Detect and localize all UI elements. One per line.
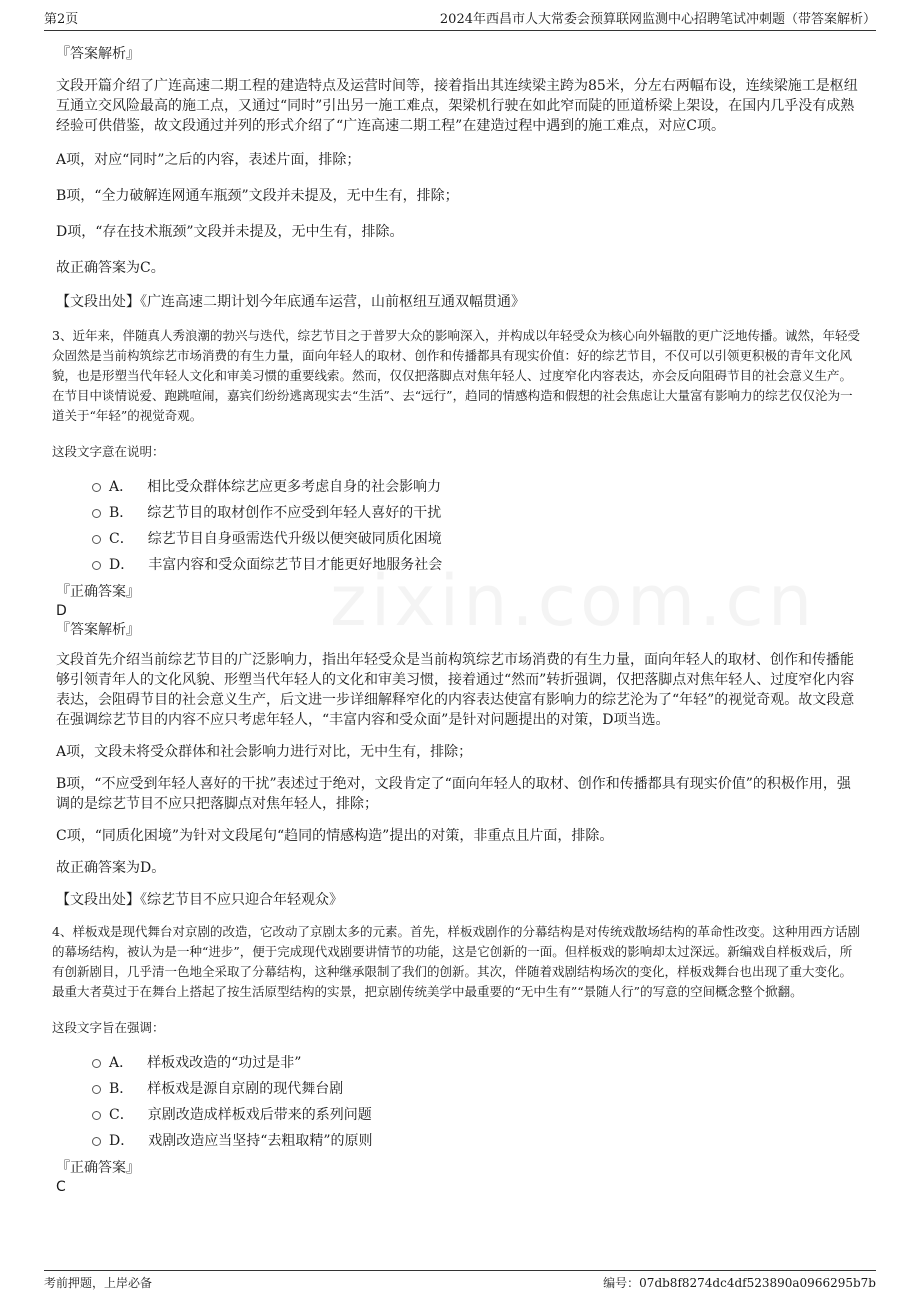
option-text: 戏剧改造应当坚持“去粗取精”的原则: [148, 1133, 373, 1149]
option-letter: A．: [109, 479, 134, 495]
q2-analysis-text: 文段开篇介绍了广连高速二期工程的建造特点及运营时间等，接着指出其连续梁主跨为85米，分左右两幅布设，连续梁施工是枢纽互通立交风险最高的施工点，又通过“同时”引出另一施工难点，架梁机行驶在如此窄而陡的匝道桥梁上架设，在国内几乎没有成熟经验可供借鉴，故文段通过并列的形式介绍了“广连高速二期工程”在建造过程中遇到的施工难点，对应C项。: [56, 78, 858, 134]
q2-conclusion: 故正确答案为C。: [56, 260, 165, 276]
q3-analysis-label: 『答案解析』: [56, 622, 140, 638]
q4-stem: 4、样板戏是现代舞台对京剧的改造，它改动了京剧太多的元素。首先，样板戏剧作的分幕结构是对传统戏散场结构的革命性改变。这种用西方话剧的幕场结构，被认为是一种“进步”，便于完成现代戏剧要讲情节的功能，这是它创新的一面。但样板戏的影响却太过深远。新编戏自样板戏后，所有创新剧目，几乎清一色地全采取了分幕结构，这种继承限制了我们的创新。其次，伴随着戏剧结构场次的变化，样板戏舞台也出现了重大变化。最重大者莫过于在舞台上搭起了按生活原型结构的实景，把京剧传统美学中最重要的“无中生有”“景随人行”的写意的空间概念整个掀翻。: [52, 924, 860, 999]
radio-icon[interactable]: [92, 1085, 101, 1094]
option-text: 样板戏是源自京剧的现代舞台剧: [147, 1081, 344, 1097]
q3-option-a[interactable]: [92, 474, 864, 500]
q4-prompt: 这段文字旨在强调：: [52, 1020, 165, 1035]
option-letter: D．: [109, 557, 135, 573]
q3-analysis-text: 文段首先介绍当前综艺节目的广泛影响力，指出年轻受众是当前构筑综艺市场消费的有生力量，面向年轻人的取材、创作和传播能够引领青年人的文化风貌、形塑当代年轻人的文化和审美习惯，接着通过“然而”转折强调，仅把落脚点对焦年轻人、过度窄化内容表达，会阻碍节目的社会意义生产，后文进一步详细解释窄化的内容表达使富有影响力的综艺沦为了“年轻”的视觉奇观。故文段意在强调综艺节目的内容不应只考虑年轻人，“丰富内容和受众面”是针对问题提出的对策，D项当选。: [56, 652, 855, 728]
option-text: 样板戏改造的“功过是非”: [147, 1055, 302, 1071]
option-letter: D．: [109, 1133, 135, 1149]
q3-option-c[interactable]: [92, 526, 864, 552]
option-text: 丰富内容和受众面综艺节目才能更好地服务社会: [148, 557, 443, 573]
footer-id: 编号：07db8f8274dc4df523890a0966295b7b: [603, 1276, 876, 1290]
q4-options: [56, 1050, 864, 1154]
page-number: 第2页: [44, 12, 79, 27]
option-letter: B．: [109, 1081, 134, 1097]
q4-option-a[interactable]: [92, 1050, 864, 1076]
document-title: 2024年西昌市人大常委会预算联网监测中心招聘笔试冲刺题（带答案解析）: [439, 12, 876, 27]
option-text: 京剧改造成样板戏后带来的系列问题: [147, 1107, 372, 1123]
q3-answer-label: 『正确答案』: [56, 584, 140, 600]
q2-analysis-label: 『答案解析』: [56, 46, 140, 62]
document-body: [52, 44, 864, 1196]
q4-answer: C: [56, 1179, 66, 1195]
q3-b-line: B项，“不应受到年轻人喜好的干扰”表述过于绝对，文段肯定了“面向年轻人的取材、创作和传播都具有现实价值”的积极作用，强调的是综艺节目不应只把落脚点对焦年轻人，排除；: [56, 776, 851, 812]
radio-icon[interactable]: [92, 483, 101, 492]
q3-source: 【文段出处】《综艺节目不应只迎合年轻观众》: [56, 892, 343, 908]
radio-icon[interactable]: [92, 535, 101, 544]
option-letter: C．: [109, 1107, 134, 1123]
radio-icon[interactable]: [92, 1059, 101, 1068]
q3-stem: 3、近年来，伴随真人秀浪潮的勃兴与迭代，综艺节目之于普罗大众的影响深入，并构成以年轻受众为核心向外辐散的更广泛地传播。诚然，年轻受众固然是当前构筑综艺市场消费的有生力量，面向年轻人的取材、创作和传播都具有现实价值：好的综艺节目，不仅可以引领更积极的青年文化风貌，也是形塑当代年轻人文化和审美习惯的重要线索。然而，仅仅把落脚点对焦年轻人、过度窄化内容表达，亦会反向阻碍节目的社会意义生产。在节目中谈情说爱、跑跳喧闹，嘉宾们纷纷逃离现实去“生活”、去“远行”，趋同的情感构造和假想的社会焦虑让大量富有影响力的综艺仅仅沦为一道关于“年轻”的视觉奇观。: [52, 328, 860, 423]
q4-answer-label: 『正确答案』: [56, 1160, 140, 1176]
q4-option-c[interactable]: [92, 1102, 864, 1128]
q2-source: 【文段出处】《广连高速二期计划今年底通车运营，山前枢纽互通双幅贯通》: [56, 294, 525, 310]
q3-a-line: A项，文段未将受众群体和社会影响力进行对比，无中生有，排除；: [56, 744, 473, 760]
q3-option-d[interactable]: [92, 552, 864, 578]
footer-slogan: 考前押题，上岸必备: [44, 1276, 153, 1290]
radio-icon[interactable]: [92, 561, 101, 570]
q2-d-line: D项，“存在技术瓶颈”文段并未提及，无中生有，排除。: [56, 224, 404, 240]
q4-option-d[interactable]: [92, 1128, 864, 1154]
option-letter: C．: [109, 531, 134, 547]
q3-conclusion: 故正确答案为D。: [56, 860, 166, 876]
option-text: 综艺节目的取材创作不应受到年轻人喜好的干扰: [147, 505, 442, 521]
q2-a-line: A项，对应“同时”之后的内容，表述片面，排除；: [56, 152, 361, 168]
page-header: [44, 10, 876, 31]
radio-icon[interactable]: [92, 1137, 101, 1146]
radio-icon[interactable]: [92, 509, 101, 518]
option-letter: B．: [109, 505, 134, 521]
option-text: 综艺节目自身亟需迭代升级以便突破同质化困境: [147, 531, 442, 547]
q3-option-b[interactable]: [92, 500, 864, 526]
option-letter: A．: [109, 1055, 134, 1071]
page-footer: [44, 1270, 876, 1291]
q3-prompt: 这段文字意在说明：: [52, 444, 165, 459]
radio-icon[interactable]: [92, 1111, 101, 1120]
q3-c-line: C项，“同质化困境”为针对文段尾句“趋同的情感构造”提出的对策，非重点且片面，排除。: [56, 828, 614, 844]
q3-answer: D: [56, 603, 67, 619]
q4-option-b[interactable]: [92, 1076, 864, 1102]
option-text: 相比受众群体综艺应更多考虑自身的社会影响力: [147, 479, 442, 495]
q3-options: [56, 474, 864, 578]
q2-b-line: B项，“全力破解连网通车瓶颈”文段并未提及，无中生有，排除；: [56, 188, 459, 204]
